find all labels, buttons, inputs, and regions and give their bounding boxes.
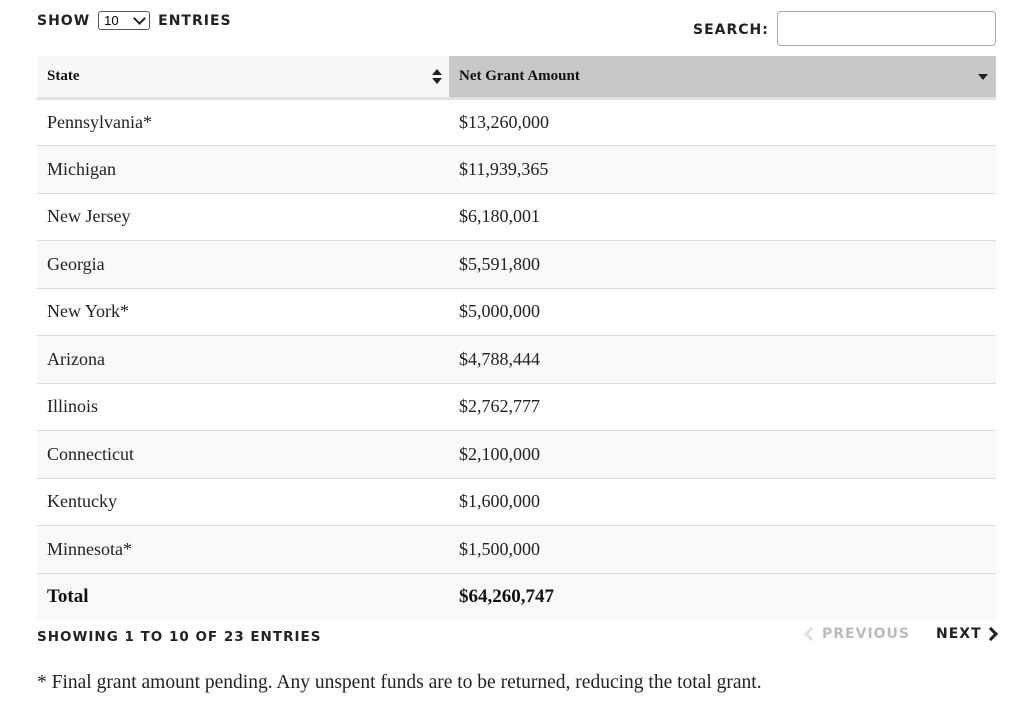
search-label: SEARCH: — [693, 21, 769, 38]
column-header-label: Net Grant Amount — [459, 67, 580, 84]
grants-table — [37, 56, 996, 620]
table-row — [37, 478, 996, 526]
state-cell: New Jersey — [37, 193, 449, 241]
amount-cell: $2,762,777 — [449, 383, 996, 431]
entries-per-page-select[interactable] — [98, 11, 150, 30]
chevron-down-icon — [133, 12, 146, 25]
state-cell: Georgia — [37, 241, 449, 289]
column-header-label: State — [47, 67, 80, 84]
state-cell: New York* — [37, 288, 449, 336]
state-cell: Connecticut — [37, 431, 449, 479]
amount-cell: $4,788,444 — [449, 336, 996, 384]
table-row — [37, 288, 996, 336]
state-cell: Arizona — [37, 336, 449, 384]
amount-cell: $1,600,000 — [449, 478, 996, 526]
chevron-left-icon — [804, 627, 818, 641]
pagination — [806, 626, 996, 642]
amount-cell: $1,500,000 — [449, 526, 996, 574]
previous-label: PREVIOUS — [822, 626, 911, 642]
chevron-right-icon — [984, 627, 998, 641]
sort-descending-icon — [978, 74, 988, 80]
total-row — [37, 573, 996, 620]
entries-length-control — [37, 11, 232, 30]
column-header-net-grant-amount[interactable] — [449, 56, 996, 98]
table-row — [37, 526, 996, 574]
table-row — [37, 146, 996, 194]
amount-cell: $5,000,000 — [449, 288, 996, 336]
state-cell: Michigan — [37, 146, 449, 194]
state-cell: Kentucky — [37, 478, 449, 526]
amount-cell: $2,100,000 — [449, 431, 996, 479]
table-row — [37, 193, 996, 241]
footnote: * Final grant amount pending. Any unspent funds are to be returned, reducing the total grant. — [37, 672, 762, 693]
state-cell: Illinois — [37, 383, 449, 431]
column-header-state[interactable] — [37, 56, 449, 98]
next-label: NEXT — [936, 626, 982, 642]
sort-both-icon — [432, 69, 442, 85]
show-label: SHOW — [37, 12, 91, 29]
entries-per-page-value: 10 — [104, 13, 119, 28]
table-info: SHOWING 1 TO 10 OF 23 ENTRIES — [37, 629, 322, 645]
previous-button[interactable] — [806, 626, 910, 642]
state-cell: Minnesota* — [37, 526, 449, 574]
amount-cell: $5,591,800 — [449, 241, 996, 289]
search-control — [693, 11, 996, 46]
table-header-row — [37, 56, 996, 98]
table-row — [37, 98, 996, 146]
table-row — [37, 383, 996, 431]
entries-label: ENTRIES — [158, 12, 232, 29]
table-row — [37, 241, 996, 289]
state-cell: Pennsylvania* — [37, 98, 449, 146]
search-input[interactable] — [777, 11, 996, 46]
amount-cell: $13,260,000 — [449, 98, 996, 146]
table-row — [37, 431, 996, 479]
total-label: Total — [37, 573, 449, 620]
amount-cell: $11,939,365 — [449, 146, 996, 194]
table-row — [37, 336, 996, 384]
next-button[interactable] — [936, 626, 996, 642]
amount-cell: $6,180,001 — [449, 193, 996, 241]
total-amount: $64,260,747 — [449, 573, 996, 620]
